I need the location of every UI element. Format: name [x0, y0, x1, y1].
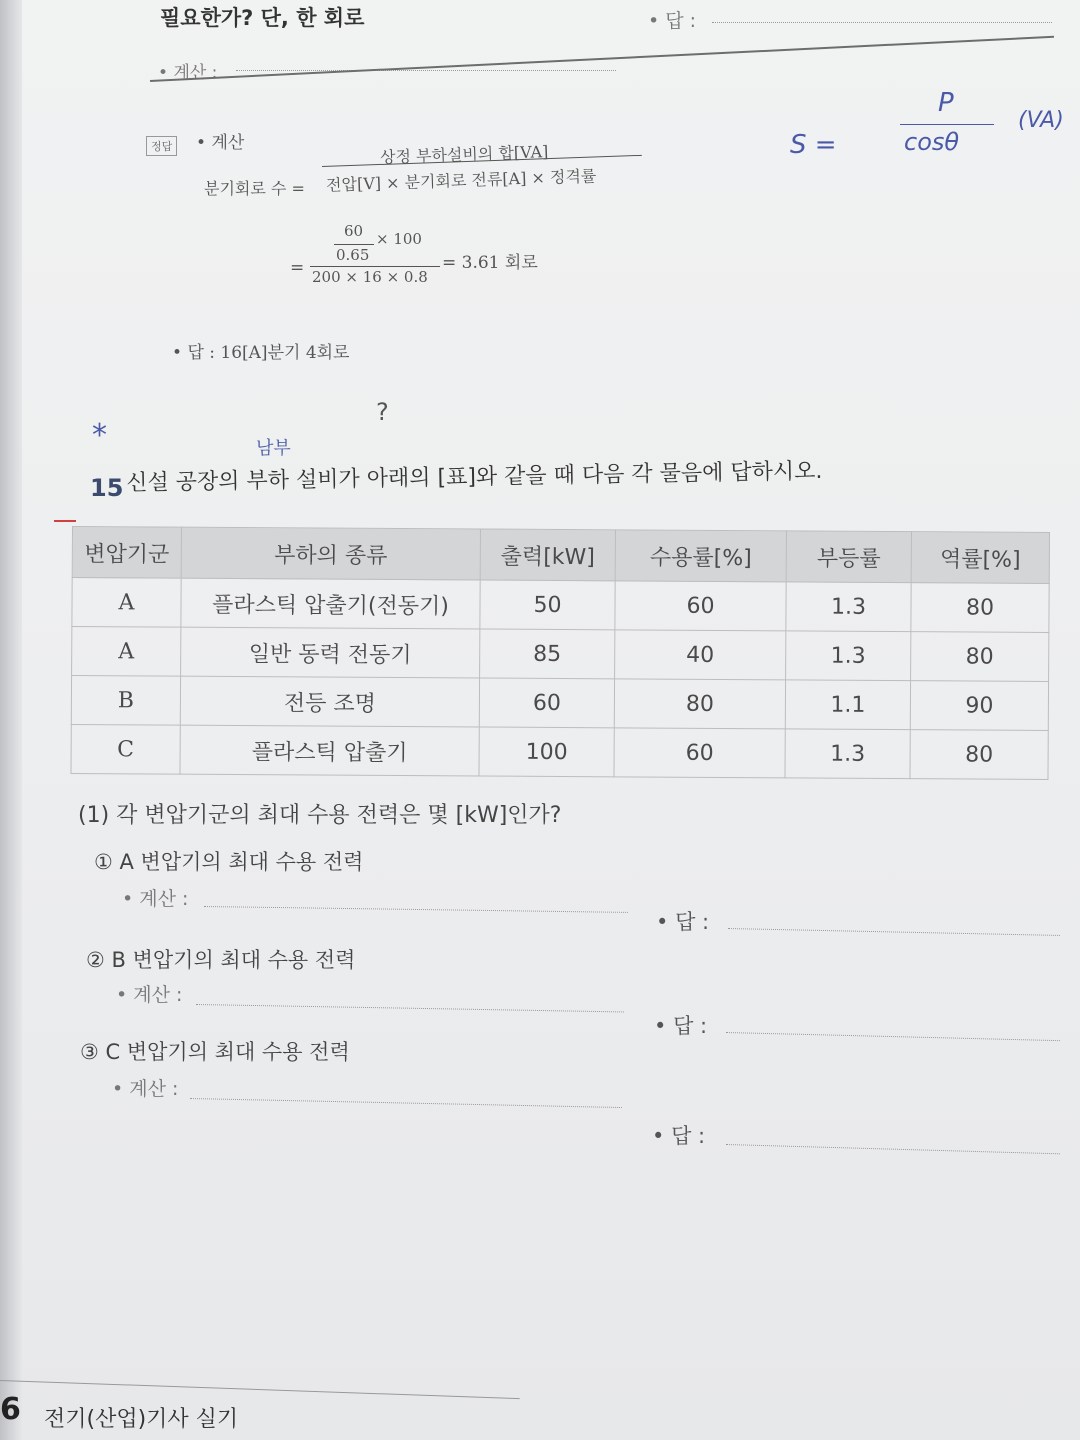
answer-line-b	[726, 1032, 1060, 1041]
previous-question-tail: 필요한가? 단, 한 회로	[160, 6, 365, 30]
step-denominator: 200 × 16 × 0.8	[312, 268, 428, 286]
step-top-denominator: 0.65	[336, 246, 370, 264]
cell-pf: 80	[911, 632, 1049, 682]
cell-diversity: 1.1	[785, 680, 910, 730]
previous-answer-line	[712, 22, 1052, 23]
header-demand-factor: 수용률[%]	[615, 530, 786, 582]
header-transformer-group: 변압기군	[72, 527, 181, 579]
page-number: 6	[0, 1392, 21, 1427]
answer-label-a: • 답 :	[656, 906, 709, 936]
handwritten-fraction-bar	[900, 124, 994, 125]
cell-group: A	[72, 578, 181, 628]
table-row	[72, 627, 1049, 682]
handwritten-s-equals: S =	[790, 130, 837, 160]
page-spine-edge	[0, 0, 22, 1440]
step-top-numerator: 60	[344, 222, 364, 240]
cell-diversity: 1.3	[786, 631, 911, 681]
sub-question-b: ② B 변압기의 최대 수용 전력	[86, 948, 356, 972]
handwritten-question-mark: ?	[376, 398, 389, 426]
cell-pf: 80	[911, 583, 1049, 633]
calc-label-a: • 계산 :	[122, 884, 188, 911]
cell-group: C	[71, 724, 180, 774]
calc-label-b: • 계산 :	[116, 980, 182, 1007]
step-fraction-bar	[310, 266, 440, 267]
cell-pf: 90	[910, 681, 1048, 731]
question-text: 신설 공장의 부하 설비가 아래의 [표]와 같을 때 다음 각 물음에 답하시오.	[126, 458, 823, 496]
handwritten-scribble: 남부	[256, 438, 291, 459]
section-divider	[150, 36, 1054, 82]
cell-group: A	[72, 627, 181, 677]
formula-lhs: 분기회로 수 =	[204, 179, 305, 198]
cell-output: 100	[479, 727, 614, 777]
answer-label-b: • 답 :	[654, 1010, 707, 1040]
cell-demand: 40	[615, 630, 786, 680]
solution-badge: 정답	[146, 136, 177, 156]
answer-line-c	[726, 1144, 1060, 1154]
cell-load-type: 플라스틱 압출기	[180, 725, 479, 776]
sub-question-c: ③ C 변압기의 최대 수용 전력	[80, 1040, 350, 1064]
question-number: 15	[90, 474, 124, 502]
calc-line-b	[196, 1004, 624, 1012]
handwritten-p: P	[938, 88, 954, 118]
cell-diversity: 1.3	[785, 729, 910, 779]
step-result: = 3.61 회로	[442, 253, 538, 273]
previous-calc-line	[236, 70, 616, 71]
cell-output: 85	[480, 629, 615, 679]
solution-answer: • 답 : 16[A]분기 4회로	[172, 338, 349, 363]
sub-question-a: ① A 변압기의 최대 수용 전력	[94, 850, 364, 874]
answer-label-c: • 답 :	[652, 1120, 705, 1150]
cell-output: 50	[480, 580, 615, 630]
cell-diversity: 1.3	[786, 582, 911, 632]
cell-demand: 60	[614, 728, 785, 778]
step-inner-bar	[334, 244, 374, 245]
step-top-multiplier: × 100	[376, 230, 422, 248]
table-row	[71, 676, 1048, 731]
header-power-factor: 역률[%]	[911, 532, 1049, 584]
header-diversity-factor: 부등률	[786, 531, 911, 583]
cell-load-type: 일반 동력 전동기	[181, 627, 480, 678]
handwritten-unit: (VA)	[1018, 108, 1064, 133]
calc-line-a	[204, 906, 628, 913]
answer-line-a	[728, 928, 1060, 936]
formula-denominator: 전압[V] × 분기회로 전류[A] × 정격률	[325, 166, 597, 195]
cell-demand: 60	[615, 581, 786, 631]
step-equals: =	[290, 258, 305, 278]
table-header-row	[72, 527, 1049, 584]
header-output: 출력[kW]	[480, 529, 615, 581]
load-table	[70, 526, 1049, 780]
table-row	[72, 578, 1049, 633]
formula-numerator: 상정 부하설비의 합[VA]	[379, 142, 549, 167]
cell-output: 60	[479, 678, 614, 728]
footer-rule	[0, 1380, 520, 1399]
handwritten-star: *	[92, 418, 107, 453]
previous-answer-label: • 답 :	[648, 6, 696, 33]
sub-question-1: (1) 각 변압기군의 최대 수용 전력은 몇 [kW]인가?	[78, 803, 562, 828]
cell-load-type: 전등 조명	[180, 676, 479, 727]
table-row	[71, 724, 1048, 779]
calc-line-c	[190, 1098, 622, 1108]
calc-label-c: • 계산 :	[112, 1074, 178, 1101]
solution-calc-heading: • 계산	[196, 128, 244, 153]
handwritten-cos: cosθ	[904, 128, 960, 156]
cell-load-type: 플라스틱 압출기(전동기)	[181, 578, 480, 629]
book-title: 전기(산업)기사 실기	[44, 1407, 239, 1432]
header-load-type: 부하의 종류	[181, 527, 480, 580]
previous-calc-label: • 계산 :	[158, 58, 217, 83]
cell-group: B	[71, 676, 180, 726]
cell-demand: 80	[614, 679, 785, 729]
red-margin-mark	[54, 520, 76, 522]
cell-pf: 80	[910, 730, 1048, 780]
